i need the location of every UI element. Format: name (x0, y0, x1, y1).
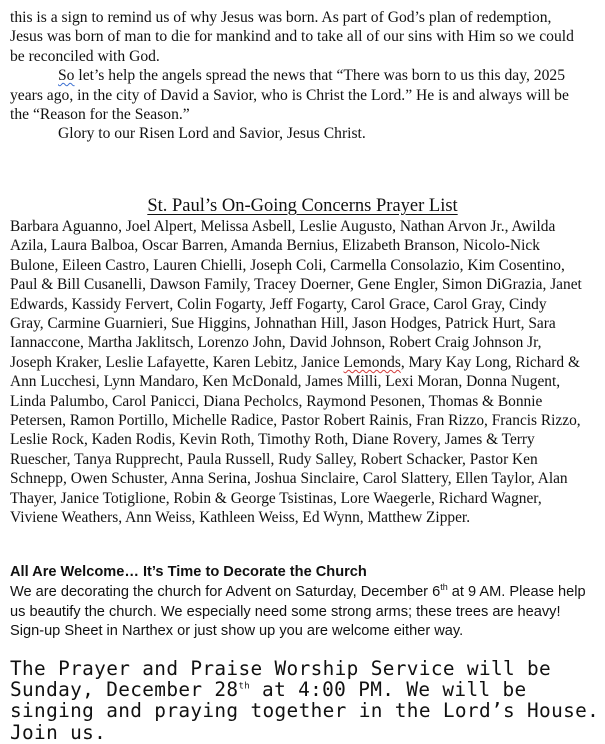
prayer-list-title: St. Paul’s On-Going Concerns Prayer List (147, 196, 458, 216)
spellcheck-flagged-word: So (58, 67, 75, 85)
decorate-body (10, 583, 590, 642)
praise-service-announcement (10, 658, 600, 743)
prayer-names-part-1: Barbara Aguanno, Joel Alpert, Melissa Asbell, Leslie Augusto, Nathan Arvon Jr., Awilda Azila, Laura Balboa, Oscar Barren, Amanda Bernius, Elizabeth Branson, Nicolo-Nick Bulone, Eileen Castro, Lauren Chielli, Joseph Coli, Carmella Consolazio, Kim Cosentino, Paul & Bill Cusanelli, Dawson Family, Tracey Doerner, Gene Engler, Simon DiGrazia, Janet Edwards, Kassidy Fervert, Colin Fogarty, Jeff Fogarty, Carol Grace, Carol Gray, Cindy Gray, Carmine Guarnieri, Sue Higgins, Johnathan Hill, Jason Hodges, Patrick Hurt, Sara Iannaccone, Martha Jaklitsch, Lorenzo John, David Johnson, Robert Craig Johnson Jr, Joseph Kraker, Leslie Lafayette, Karen Lebitz, Janice (10, 218, 582, 371)
decorate-heading: All Are Welcome… It’s Time to Decorate the Church (10, 564, 367, 580)
spellcheck-flagged-name: Lemonds (343, 353, 401, 371)
prayer-names-part-2: , Mary Kay Long, Richard & Ann Lucchesi, Lynn Mandaro, Ken McDonald, James Milli, Lexi Moran, Donna Nugent, Linda Palumbo, Carol Panicci, Diana Pecholcs, Raymond Pesonen, Thomas & Bonnie Petersen, Ramon Portillo, Michelle Radice, Pastor Robert Rainis, Fran Rizzo, Francis Rizzo, Leslie Rock, Kaden Rodis, Kevin Roth, Timothy Roth, Diane Rovery, James & Terry Ruescher, Tanya Rupprecht, Paula Russell, Rudy Salley, Robert Schacker, Pastor Ken Schnepp, Owen Schuster, Anna Serina, Joshua Sinclaire, Carol Slattery, Ellen Taylor, Alan Thayer, Janice Totiglione, Robin & George Tsistinas, Lore Waegerle, Richard Wagner, Viviene Weathers, Ann Weiss, Kathleen Weiss, Ed Wynn, Matthew Zipper. (10, 353, 581, 527)
praise-ordinal-suffix: th (238, 681, 251, 692)
decorate-body-part-1: We are decorating the church for Advent on Saturday, December 6 (10, 583, 441, 600)
intro-paragraph-3: Glory to our Risen Lord and Savior, Jesus Christ. (58, 125, 366, 143)
praise-text-part-1: The Prayer and Praise Worship Service will be Sunday, December 28 (10, 657, 552, 702)
intro-paragraph-2-text: let’s help the angels spread the news that “There was born to us this day, 2025 years ago, in the city of David a Savior, who is Christ the Lord.” He is and always will be the “Reason for the Season.” (10, 67, 569, 124)
prayer-list-names (10, 217, 582, 528)
decorate-body-part-2: at 9 AM. Please help us beautify the church. We especially need some strong arms; these trees are heavy! Sign-up Sheet in Narthex or just show up you are welcome either way. (10, 583, 586, 640)
decorate-announcement (10, 563, 590, 642)
intro-paragraph-1: this is a sign to remind us of why Jesus was born. As part of God’s plan of redemption, Jesus was born of man to die for mankind and to take all of our sins with Him so we could be reconciled with God. (10, 9, 574, 65)
intro-paragraph-2 (10, 66, 585, 124)
intro-section (10, 8, 585, 144)
decorate-ordinal-suffix: th (440, 581, 448, 592)
praise-text-part-2: at 4:00 PM. We will be singing and praying together in the Lord’s House. Join us. (10, 678, 600, 744)
